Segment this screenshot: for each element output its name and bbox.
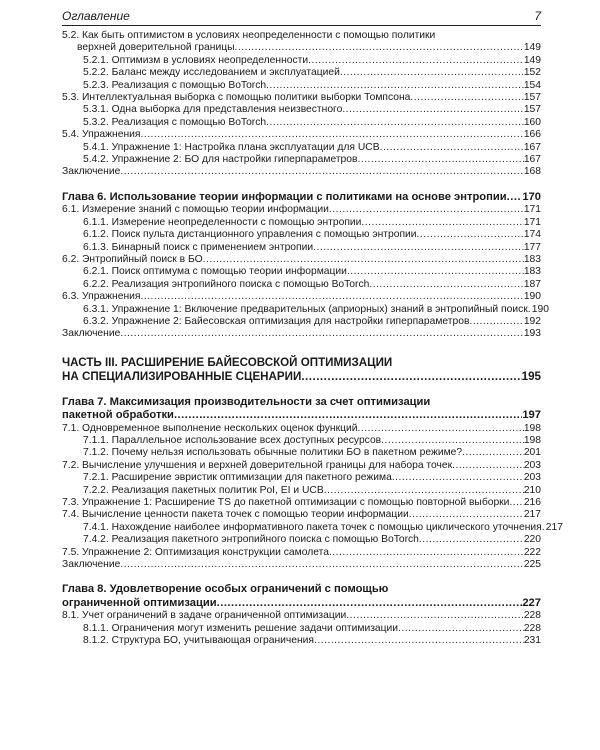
toc-entry-title: Заключение [62,559,121,571]
toc-entry-title: пакетной обработки [62,409,174,422]
toc-entry-title: ограниченной оптимизации [62,596,217,609]
toc-gap [62,384,541,396]
toc-page-number: 187 [523,278,541,290]
toc-entry[interactable] [62,166,541,178]
toc-entry-title: 6.2.1. Поиск оптимума с помощью теории информации [83,266,347,278]
toc-page-number: 190 [531,303,549,315]
toc-leader-dots [419,534,524,546]
toc-entry[interactable] [62,635,541,647]
toc-leader-dots [369,279,523,291]
toc-page-number: 228 [523,610,541,622]
toc-leader-dots [392,472,524,484]
toc-entry-title: 5.3.2. Реализация с помощью BoTorch [83,116,267,128]
toc-page-number: 152 [523,67,541,79]
toc-page-number: 228 [523,622,541,634]
toc-leader-dots [361,217,523,229]
toc-leader-dots [340,67,524,79]
toc-entry-title: Глава 6. Использование теории информации с политиками на основе энтропии [62,190,507,203]
toc-gap [62,179,541,191]
toc-page-number: 220 [523,534,541,546]
toc-entry-title: 7.3. Упражнение 1: Расширение TS до пакетной оптимизации с помощью повторной выборки [62,497,510,508]
toc-page-number: 160 [523,116,541,128]
toc-leader-dots [507,191,523,204]
toc-entry-title: 6.1.2. Поиск пульта дистанционного управления с помощью энтропии [83,229,417,241]
toc-entry-title: 8.1. Учет ограничений в задаче ограниченной оптимизации [62,610,347,622]
toc-entry-title: 7.4.2. Реализация пакетного энтропийного поиска с помощью BoTorch [83,534,419,546]
toc-leader-dots [329,547,524,559]
toc-page-number: 193 [523,328,541,340]
toc-leader-dots [174,409,522,422]
toc-entry-title: 6.1. Измерение знаний с помощью теории информации [62,204,329,216]
toc-page-number: 171 [523,204,541,216]
toc-entry-title: Заключение [62,328,121,340]
toc-page-number: 174 [523,229,541,241]
toc-entry[interactable] [62,328,541,340]
toc-entry[interactable] [62,534,541,546]
toc-entry-title: 7.4. Вычисление ценности пакета точек с помощью теории информации [62,509,409,521]
toc-entry[interactable] [62,266,541,278]
toc-entry-title: 6.2. Энтропийный поиск в БО [62,253,203,265]
toc-page-number: 166 [523,129,541,141]
toc-page-number: 149 [523,54,541,66]
toc-leader-dots [469,316,523,328]
toc-chapter-title: Глава 7. Максимизация производительности за счет оптимизации [62,395,431,408]
toc-leader-dots [324,485,524,497]
toc-gap [62,571,541,583]
toc-entry[interactable] [62,55,541,67]
toc-page-number: 157 [523,104,541,116]
toc-chapter[interactable] [62,396,541,423]
toc-entry-title: 6.1.3. Бинарный поиск с применением энтропии [83,241,314,253]
toc-leader-dots [346,610,524,622]
toc-page-number: 227 [522,596,541,609]
toc-leader-dots [417,229,524,241]
toc-leader-dots [203,254,524,266]
toc-entry[interactable] [62,80,541,92]
toc-page-number: 210 [523,484,541,496]
toc-part[interactable] [62,356,541,384]
toc-entry[interactable] [62,229,541,241]
toc-entry[interactable] [62,485,541,497]
toc-chapter[interactable] [62,191,541,204]
toc-entry[interactable] [62,472,541,484]
toc-leader-dots [266,80,524,92]
toc-page-number: 168 [523,166,541,178]
toc-entry[interactable] [62,435,541,447]
toc-entry[interactable] [62,92,541,104]
toc-entry-title: верхней доверительной границы [77,42,235,54]
toc-leader-dots [452,460,524,472]
toc-entry[interactable] [62,460,541,472]
table-of-contents [62,30,563,647]
toc-entry[interactable] [62,291,541,303]
toc-leader-dots [308,55,524,67]
toc-entry[interactable] [62,316,541,328]
toc-page-number: 201 [523,447,541,459]
toc-entry[interactable] [62,303,549,316]
running-header [62,7,541,26]
toc-entry-title: 5.3.1. Одна выборка для представления неизвестного [83,104,343,116]
toc-entry[interactable] [62,104,541,116]
toc-entry-title: 8.1.2. Структура БО, учитывающая ограничения [83,635,315,647]
toc-page-number: 225 [523,559,541,571]
toc-entry[interactable] [62,559,541,571]
toc-leader-dots [380,142,524,154]
toc-page-number: 198 [523,422,541,434]
toc-page-number: 217 [523,509,541,521]
toc-page-number: 183 [523,266,541,278]
page-number: 7 [534,9,541,23]
toc-entry-title: Заключение [62,166,121,178]
toc-page-number: 192 [523,315,541,327]
toc-entry[interactable] [62,610,541,622]
toc-gap [62,341,541,356]
toc-entry[interactable] [62,142,541,154]
toc-entry[interactable] [62,67,541,79]
toc-chapter[interactable] [62,583,541,610]
toc-page-number: 154 [523,79,541,91]
toc-entry-title: 6.2.2. Реализация энтропийного поиска с помощью BoTorch [83,278,370,290]
toc-entry-title: 5.2.1. Оптимизм в условиях неопределенности [83,54,309,66]
toc-page-number: 231 [523,635,541,647]
toc-page-number: 203 [523,459,541,471]
toc-chapter-title: Глава 8. Удовлетворение особых ограничений с помощью [62,583,389,596]
toc-leader-dots [140,129,523,141]
toc-entry[interactable] [62,447,541,459]
toc-entry-title: 7.2. Вычисление улучшения и верхней доверительной границы для набора точек [62,459,453,471]
toc-entry[interactable] [62,154,541,166]
toc-leader-dots [357,154,523,166]
toc-page-number: 177 [523,241,541,253]
toc-entry[interactable] [62,204,541,216]
toc-entry-title: 6.1.1. Измерение неопределенности с помощью энтропии [83,216,362,228]
toc-page-number: 157 [523,92,541,104]
toc-entry[interactable] [62,623,541,635]
toc-entry-title: 6.3.2. Упражнение 2: Байесовская оптимизация для настройки гиперпараметров [83,315,470,327]
toc-entry[interactable] [62,217,541,229]
toc-leader-dots [314,635,524,647]
toc-entry-title: 7.1.1. Параллельное использование всех доступных ресурсов [83,434,382,446]
toc-page-number: 216 [523,497,541,508]
toc-entry[interactable] [62,30,541,55]
toc-leader-dots [381,435,524,447]
toc-entry-title: 7.5. Упражнение 2: Оптимизация конструкции самолета [62,546,329,558]
toc-entry-title: 5.3. Интеллектуальная выборка с помощью политики выборки Томпсона [62,92,411,104]
toc-page-number: 167 [523,141,541,153]
toc-page-number: 183 [523,253,541,265]
toc-page-number: 198 [523,434,541,446]
toc-page-number: 149 [523,42,541,54]
toc-entry[interactable] [62,521,563,534]
toc-page-number: 171 [523,216,541,228]
toc-entry-title: 7.2.1. Расширение эвристик оптимизации для пакетного режима [83,472,392,484]
toc-entry-title: 5.4.2. Упражнение 2: БО для настройки гиперпараметров [83,154,358,166]
toc-page-number: 195 [521,369,541,383]
toc-leader-dots [235,42,524,54]
toc-leader-dots [462,447,524,459]
toc-page-number: 222 [523,546,541,558]
toc-entry-title: 5.2.2. Баланс между исследованием и эксплуатацией [83,67,340,79]
toc-leader-dots [509,497,523,509]
toc-entry-title: 7.1. Одновременное выполнение нескольких оценок функций [62,422,358,434]
toc-leader-dots [398,623,524,635]
toc-entry[interactable] [62,129,541,141]
toc-page-number: 197 [522,409,541,422]
toc-leader-dots [410,92,523,104]
toc-leader-dots [217,597,523,610]
toc-leader-dots [329,204,524,216]
toc-entry-title: 5.4. Упражнения [62,129,141,141]
toc-entry[interactable] [62,547,541,559]
toc-entry-title: 7.1.2. Почему нельзя использовать обычные политики БО в пакетном режиме? [83,447,463,459]
toc-entry[interactable] [62,423,541,435]
toc-entry-title: 6.3.1. Упражнение 1: Включение предварительных (априорных) знаний в энтропийный поиск [83,303,528,315]
toc-entry[interactable] [62,497,541,509]
toc-leader-dots [357,423,523,435]
toc-leader-dots [120,328,523,340]
toc-page-number: 217 [545,521,563,533]
toc-entry-title: 8.1.1. Ограничения могут изменить решение задачи оптимизации [83,622,399,634]
toc-leader-dots [347,266,524,278]
toc-leader-dots [120,559,523,571]
toc-leader-dots [313,242,524,254]
toc-entry-title: 5.4.1. Упражнение 1: Настройка плана эксплуатации для UCB [83,141,380,153]
toc-leader-dots [120,166,523,178]
toc-entry[interactable] [62,279,541,291]
toc-entry-title: 5.2.3. Реализация с помощью BoTorch [83,79,267,91]
toc-entry[interactable] [62,117,541,129]
toc-entry[interactable] [62,242,541,254]
toc-entry-title: 6.3. Упражнения [62,291,141,303]
toc-entry[interactable] [62,509,541,521]
toc-leader-dots [409,509,524,521]
toc-page-number: 203 [523,472,541,484]
toc-part-title: ЧАСТЬ III. РАСШИРЕНИЕ БАЙЕСОВСКОЙ ОПТИМИЗАЦИИ [62,355,393,369]
toc-page-number: 170 [522,190,541,203]
toc-leader-dots [140,291,523,303]
toc-leader-dots [342,104,524,116]
toc-entry[interactable] [62,254,541,266]
toc-page-number: 167 [523,154,541,166]
running-header-title: Оглавление [62,9,130,23]
toc-entry-title: 7.4.1. Нахождение наиболее информативного пакета точек с помощью циклического уточнения [83,521,542,533]
toc-leader-dots [266,117,524,129]
toc-leader-dots [301,370,521,384]
toc-entry-title: 5.2. Как быть оптимистом в условиях неопределенности с помощью политики [62,30,436,41]
toc-entry-title: НА СПЕЦИАЛИЗИРОВАННЫЕ СЦЕНАРИИ [62,369,302,383]
toc-page-number: 190 [523,291,541,303]
toc-entry-title: 7.2.2. Реализация пакетных политик PoI, EI и UCB [83,484,324,496]
